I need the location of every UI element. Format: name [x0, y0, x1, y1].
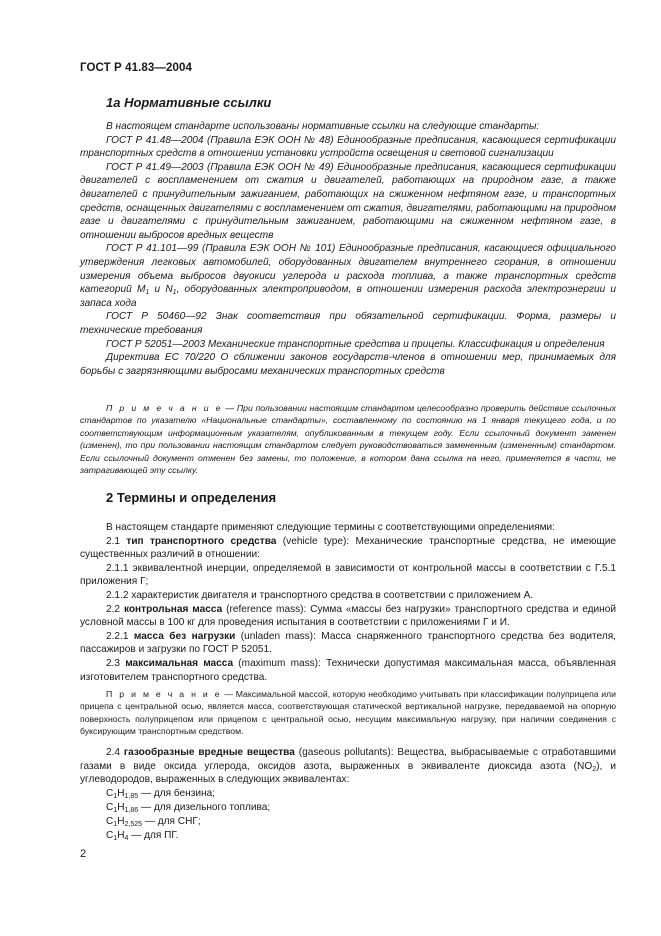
section-1a-title: 1а Нормативные ссылки — [106, 95, 272, 110]
reference-item: ГОСТ Р 41.48—2004 (Правила ЕЭК ООН № 48) Единообразные предписания, касающиеся сертификации транспортных средств в отношении установки устройств освещения и световой сигнализации — [80, 134, 616, 160]
definition-2-4-block — [80, 746, 616, 787]
reference-text: , оборудованных электроприводом, в отношении измерения расхода электроэнергии и запаса хода — [80, 284, 617, 309]
definition-2-4 — [80, 746, 616, 787]
section-2-body — [80, 521, 616, 684]
formula-line — [106, 801, 270, 815]
section-2-title: 2 Термины и определения — [106, 490, 277, 505]
section-2-note — [80, 688, 616, 738]
definition-text: (reference mass): Сумма «массы без нагрузки» транспортного средства и единой условной массы в 100 кг для проведения испытания в соответствии с приложениями Г и И. — [80, 603, 616, 629]
reference-item: ГОСТ Р 41.49—2003 (Правила ЕЭК ООН № 49) Единообразные предписания, касающиеся сертификации двигателей с воспламенением от сжатия и двигателей, работающих на природном газе, а также двигателей с принудительным зажиганием, работающих на сжиженном нефтяном газе, и транспортных средств, оснащенных двигателями с воспламенением от сжатия, двигателями, работающими на природном газе и двигателями с принудительным зажиганием, работающими на сжиженном нефтяном газе, в отношении выбросов вредных веществ — [80, 161, 616, 241]
definition-2-2 — [80, 603, 616, 630]
clause-number: 2.4 — [106, 747, 124, 758]
subscript: 1 — [172, 289, 177, 297]
reference-text: ГОСТ Р 41.101—99 (Правила ЕЭК ООН № 101) Единообразные предписания, касающиеся официального утверждения легковых автомобилей, оборудованных двигателем внутреннего сгорания, в отношении измерения объема выбросов двуокиси углерода и расхода топлива, а также транспортных средств категорий M — [80, 243, 616, 296]
term: контрольная масса — [123, 603, 223, 615]
clause-number: 2.3 — [106, 657, 126, 669]
subscript: 1 — [113, 807, 118, 814]
section-2-intro: В настоящем стандарте применяют следующие термины с соответствующими определениями: — [106, 522, 555, 533]
note-paragraph — [80, 402, 616, 476]
reference-item: ГОСТ Р 50460—92 Знак соответствия при обязательной сертификации. Форма, размеры и технические требования — [80, 311, 616, 336]
section-1a-note — [80, 402, 616, 476]
term: масса без нагрузки — [133, 630, 236, 642]
reference-item: Директива ЕС 70/220 О сближении законов государств-членов в отношении мер, принимаемых для борьбы с загрязняющими выбросами механических транспортных средств — [80, 352, 616, 377]
definition-2-1-1: 2.1.1 эквивалентной инерции, определяемой в зависимости от контрольной массы в соответствии с Г.5.1 приложения Г; — [80, 562, 616, 588]
formula-symbol: H — [117, 830, 125, 841]
subscript: 1,85 — [124, 793, 139, 800]
formula-symbol: C — [106, 830, 114, 841]
note-label: П р и м е ч а н и е — [106, 689, 222, 699]
term: газообразные вредные вещества — [123, 747, 295, 758]
note-text: — При пользовании настоящим стандартом целесообразно проверить действие ссылочных стандартов по указателю «Национальные стандарты», составленному по состоянию на 1 января текущего года, и по соответствующим информационным указателям, опубликованным в текущем году. Если ссылочный документ заменен (изменен), то при пользовании настоящим стандартом следует руководствоваться замененным (измененным) стандартом. Если ссылочный документ отменен без замены, то положение, в котором дана ссылка на него, применяется в части, не затрагивающей эту ссылку. — [80, 403, 616, 476]
subscript: 1 — [113, 793, 118, 800]
formula-symbol: H — [117, 816, 125, 827]
subscript: 1 — [113, 821, 118, 828]
definition-2-1-2: 2.1.2 характеристик двигателя и транспортного средства в соответствии с приложением А. — [106, 589, 534, 601]
formula-line — [106, 815, 201, 829]
definition-text: (unladen mass): Масса снаряженного транспортного средства без водителя, пассажиров и загрузки по ГОСТ Р 52051. — [80, 630, 616, 656]
section-1a-body — [80, 120, 616, 378]
page-number: 2 — [80, 848, 87, 860]
clause-number: 2.2.1 — [106, 630, 134, 642]
definition-2-2-1 — [80, 630, 616, 657]
clause-number: 2.1 — [106, 535, 127, 547]
formula-symbol: H — [117, 788, 125, 799]
subscript: 2 — [592, 765, 597, 773]
note-label: П р и м е ч а н и е — [106, 403, 223, 413]
subscript: 4 — [124, 835, 129, 842]
formula-text: — для СНГ; — [142, 816, 201, 827]
reference-item — [80, 242, 616, 310]
subscript: 1 — [113, 835, 118, 842]
formula-text: — для ПГ. — [128, 830, 179, 841]
clause-number: 2.2 — [106, 603, 124, 615]
formula-text: — для бензина; — [138, 788, 215, 799]
formula-line — [106, 829, 178, 843]
formula-symbol: H — [117, 802, 125, 813]
document-header: ГОСТ Р 41.83—2004 — [80, 62, 192, 74]
definition-text: ), и углеводородов, выраженных в следующих эквивалентах: — [80, 760, 617, 786]
term: максимальная масса — [125, 657, 234, 669]
subscript: 1 — [145, 289, 150, 297]
definition-text: (maximum mass): Технически допустимая максимальная масса, объявленная изготовителем транспортного средства. — [80, 657, 616, 683]
subscript: 2,525 — [124, 821, 143, 828]
definition-2-3 — [80, 657, 616, 684]
term: тип транспортного средства — [126, 535, 277, 547]
definition-text: (vehicle type): Механические транспортные средства, не имеющие существенных различий в отношении: — [80, 535, 616, 561]
reference-text: и N — [149, 284, 173, 296]
definition-text: (gaseous pollutants): Вещества, выбрасываемые с отработавшими газами в виде оксида углерода, оксидов азота, выраженных в эквиваленте диоксида азота (NO — [80, 747, 617, 772]
subscript: 1,86 — [124, 807, 139, 814]
reference-item: ГОСТ Р 52051—2003 Механические транспортные средства и прицепы. Классификация и определения — [106, 338, 605, 350]
note-paragraph — [80, 688, 616, 738]
note-text: — Максимальной массой, которую необходимо учитывать при классификации полуприцепа или прицепа с центральной осью, является масса, соответствующая статической вертикальной нагрузке, передаваемой на опорную поверхность полуприцепом или прицепом с центральной осью, несущим максимальную нагрузку, при наличии соединения с буксирующим транспортным средством. — [80, 689, 616, 737]
formula-symbol: C — [106, 788, 114, 799]
formula-symbol: C — [106, 802, 114, 813]
formula-line — [106, 787, 215, 801]
section-1a-intro: В настоящем стандарте использованы нормативные ссылки на следующие стандарты: — [106, 121, 540, 132]
formula-text: — для дизельного топлива; — [138, 802, 271, 813]
definition-2-1 — [80, 535, 616, 562]
formula-symbol: C — [106, 816, 114, 827]
